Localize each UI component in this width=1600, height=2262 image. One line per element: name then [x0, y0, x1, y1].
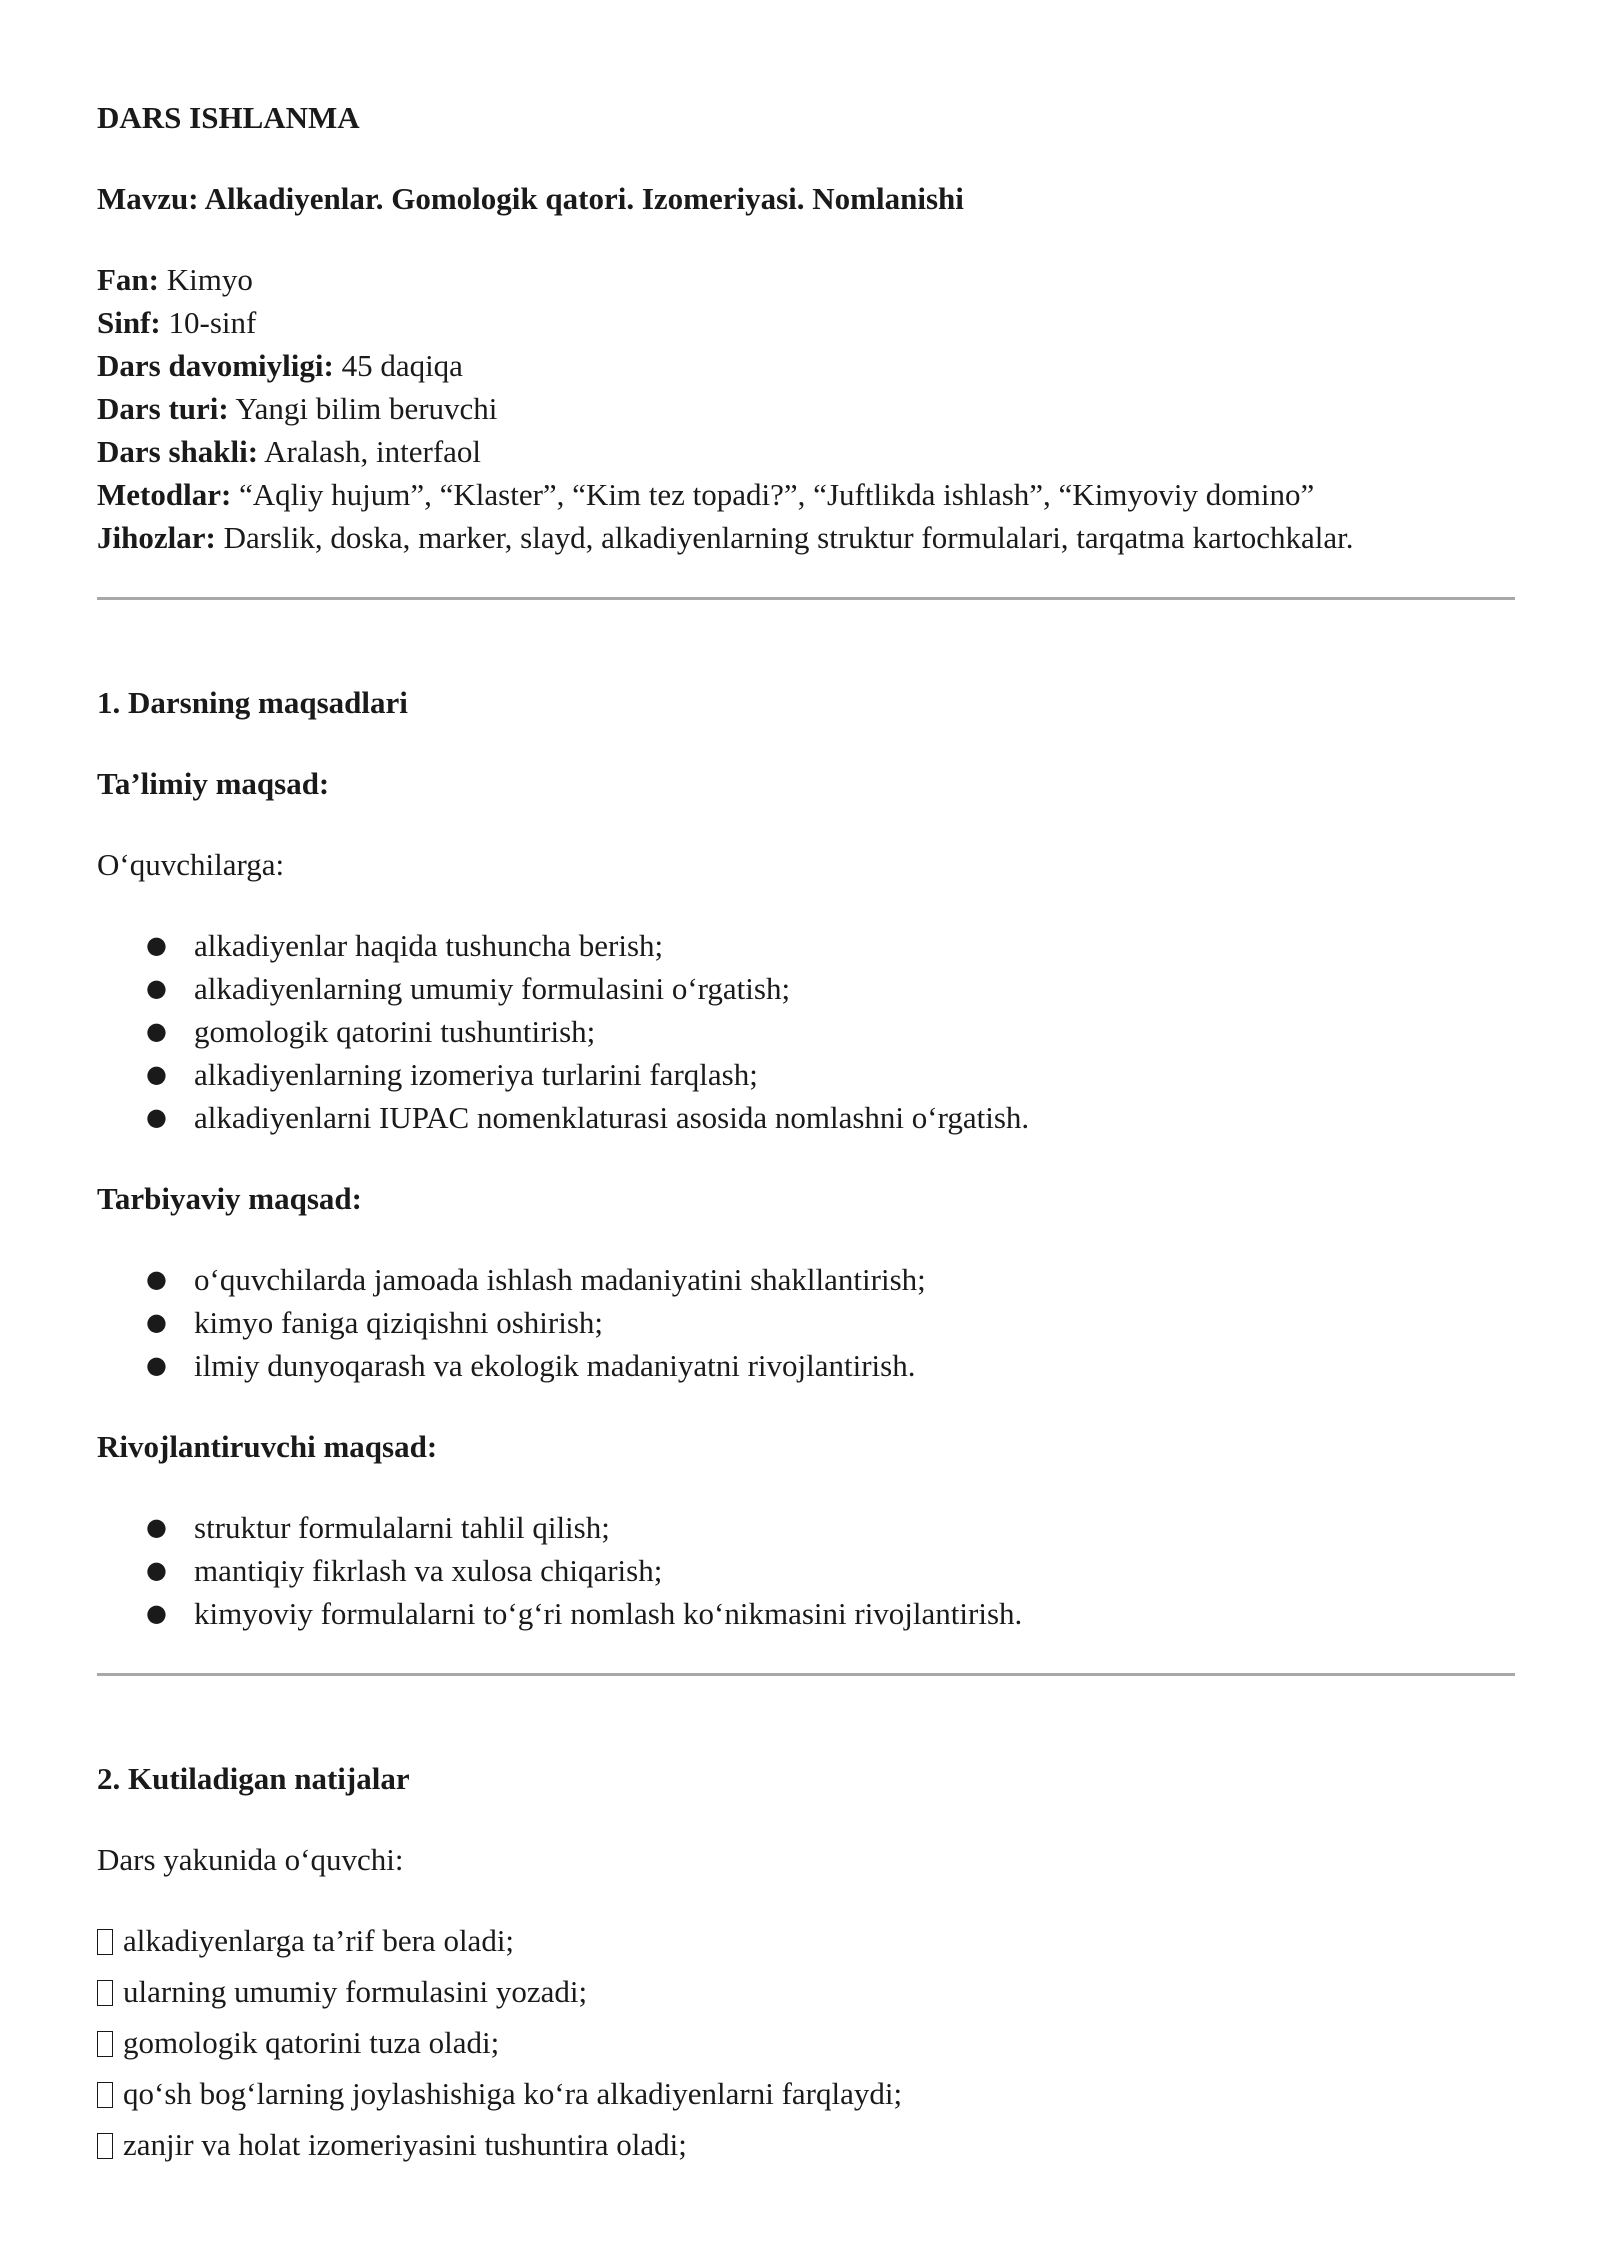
meta-methods	[97, 473, 1515, 516]
list-item	[97, 1096, 1515, 1139]
list-item	[97, 1506, 1515, 1549]
subheading-upbringing-goal: Tarbiyaviy maqsad:	[97, 1181, 362, 1216]
meta-label: Dars shakli:	[97, 434, 259, 469]
lesson-topic: Mavzu: Alkadiyenlar. Gomologik qatori. Izomeriyasi. Nomlanishi	[97, 181, 964, 216]
meta-label: Jihozlar:	[97, 520, 216, 555]
meta-lesson-type	[97, 387, 1515, 430]
list-item-text: alkadiyenlarning izomeriya turlarini farqlash;	[194, 1057, 758, 1092]
list-item	[97, 1301, 1515, 1344]
bullet-icon: ●	[146, 931, 167, 959]
document-page	[97, 96, 1515, 2174]
list-item-text: alkadiyenlarni IUPAC nomenklaturasi asosida nomlashni o‘rgatish.	[194, 1100, 1030, 1135]
list-item	[97, 2021, 1515, 2064]
missing-glyph-icon	[97, 1980, 113, 2006]
list-item-text: ilmiy dunyoqarash va ekologik madaniyatni rivojlantirish.	[194, 1348, 916, 1383]
list-item	[97, 2072, 1515, 2115]
list-item-text: o‘quvchilarda jamoada ishlash madaniyatini shakllantirish;	[194, 1262, 926, 1297]
meta-duration	[97, 344, 1515, 387]
meta-grade	[97, 301, 1515, 344]
subheading-educational-goal: Ta’limiy maqsad:	[97, 766, 330, 801]
list-item-text: gomologik qatorini tuza oladi;	[123, 2025, 500, 2060]
bullet-icon: ●	[146, 974, 167, 1002]
list-item	[97, 1053, 1515, 1096]
document-title: DARS ISHLANMA	[97, 100, 360, 135]
list-item	[97, 2123, 1515, 2166]
bullet-icon: ●	[146, 1017, 167, 1045]
bullet-icon: ●	[146, 1599, 167, 1627]
upbringing-goal-list	[97, 1258, 1515, 1387]
meta-value: Kimyo	[159, 262, 253, 297]
lesson-meta	[97, 258, 1515, 559]
meta-label: Dars davomiyligi:	[97, 348, 334, 383]
meta-value: “Aqliy hujum”, “Klaster”, “Kim tez topadi?”, “Juftlikda ishlash”, “Kimyoviy domino”	[231, 477, 1315, 512]
list-item	[97, 1010, 1515, 1053]
meta-value: 10-sinf	[160, 305, 257, 340]
meta-label: Sinf:	[97, 305, 161, 340]
meta-equipment	[97, 516, 1515, 559]
list-item-text: ularning umumiy formulasini yozadi;	[123, 1974, 588, 2009]
bullet-icon: ●	[146, 1351, 167, 1379]
list-item-text: mantiqiy fikrlash va xulosa chiqarish;	[194, 1553, 663, 1588]
divider-line	[97, 1673, 1515, 1676]
missing-glyph-icon	[97, 2082, 113, 2108]
list-item	[97, 1258, 1515, 1301]
list-item-text: gomologik qatorini tushuntirish;	[194, 1014, 596, 1049]
list-item	[97, 1549, 1515, 1592]
list-item-text: alkadiyenlar haqida tushuncha berish;	[194, 928, 664, 963]
list-item	[97, 1592, 1515, 1635]
meta-value: Aralash, interfaol	[258, 434, 482, 469]
missing-glyph-icon	[97, 1929, 113, 1955]
section-heading-outcomes: 2. Kutiladigan natijalar	[97, 1761, 410, 1796]
divider-line	[97, 597, 1515, 600]
outcomes-list	[97, 1919, 1515, 2166]
list-item-text: qo‘sh bog‘larning joylashishiga ko‘ra alkadiyenlarni farqlaydi;	[123, 2076, 903, 2111]
meta-label: Metodlar:	[97, 477, 232, 512]
bullet-icon: ●	[146, 1308, 167, 1336]
list-item-text: alkadiyenlarga ta’rif bera oladi;	[123, 1923, 515, 1958]
list-item	[97, 967, 1515, 1010]
meta-value: Yangi bilim beruvchi	[228, 391, 498, 426]
list-item	[97, 1344, 1515, 1387]
missing-glyph-icon	[97, 2133, 113, 2159]
section-heading-goals: 1. Darsning maqsadlari	[97, 685, 408, 720]
list-item-text: kimyoviy formulalarni to‘g‘ri nomlash ko‘nikmasini rivojlantirish.	[194, 1596, 1023, 1631]
meta-label: Fan:	[97, 262, 159, 297]
list-item-text: struktur formulalarni tahlil qilish;	[194, 1510, 610, 1545]
list-item-text: kimyo faniga qiziqishni oshirish;	[194, 1305, 603, 1340]
bullet-icon: ●	[146, 1513, 167, 1541]
meta-label: Dars turi:	[97, 391, 229, 426]
meta-value: 45 daqiqa	[333, 348, 463, 383]
list-item	[97, 924, 1515, 967]
meta-lesson-form	[97, 430, 1515, 473]
developmental-goal-list	[97, 1506, 1515, 1635]
bullet-icon: ●	[146, 1556, 167, 1584]
educational-goal-intro: O‘quvchilarga:	[97, 847, 285, 882]
list-item-text: alkadiyenlarning umumiy formulasini o‘rgatish;	[194, 971, 791, 1006]
list-item	[97, 1970, 1515, 2013]
missing-glyph-icon	[97, 2031, 113, 2057]
bullet-icon: ●	[146, 1265, 167, 1293]
list-item-text: zanjir va holat izomeriyasini tushuntira oladi;	[123, 2127, 687, 2162]
bullet-icon: ●	[146, 1060, 167, 1088]
outcomes-intro: Dars yakunida o‘quvchi:	[97, 1842, 404, 1877]
educational-goal-list	[97, 924, 1515, 1139]
bullet-icon: ●	[146, 1103, 167, 1131]
list-item	[97, 1919, 1515, 1962]
meta-subject	[97, 258, 1515, 301]
subheading-developmental-goal: Rivojlantiruvchi maqsad:	[97, 1429, 438, 1464]
meta-value: Darslik, doska, marker, slayd, alkadiyenlarning struktur formulalari, tarqatma kartochkalar.	[215, 520, 1354, 555]
